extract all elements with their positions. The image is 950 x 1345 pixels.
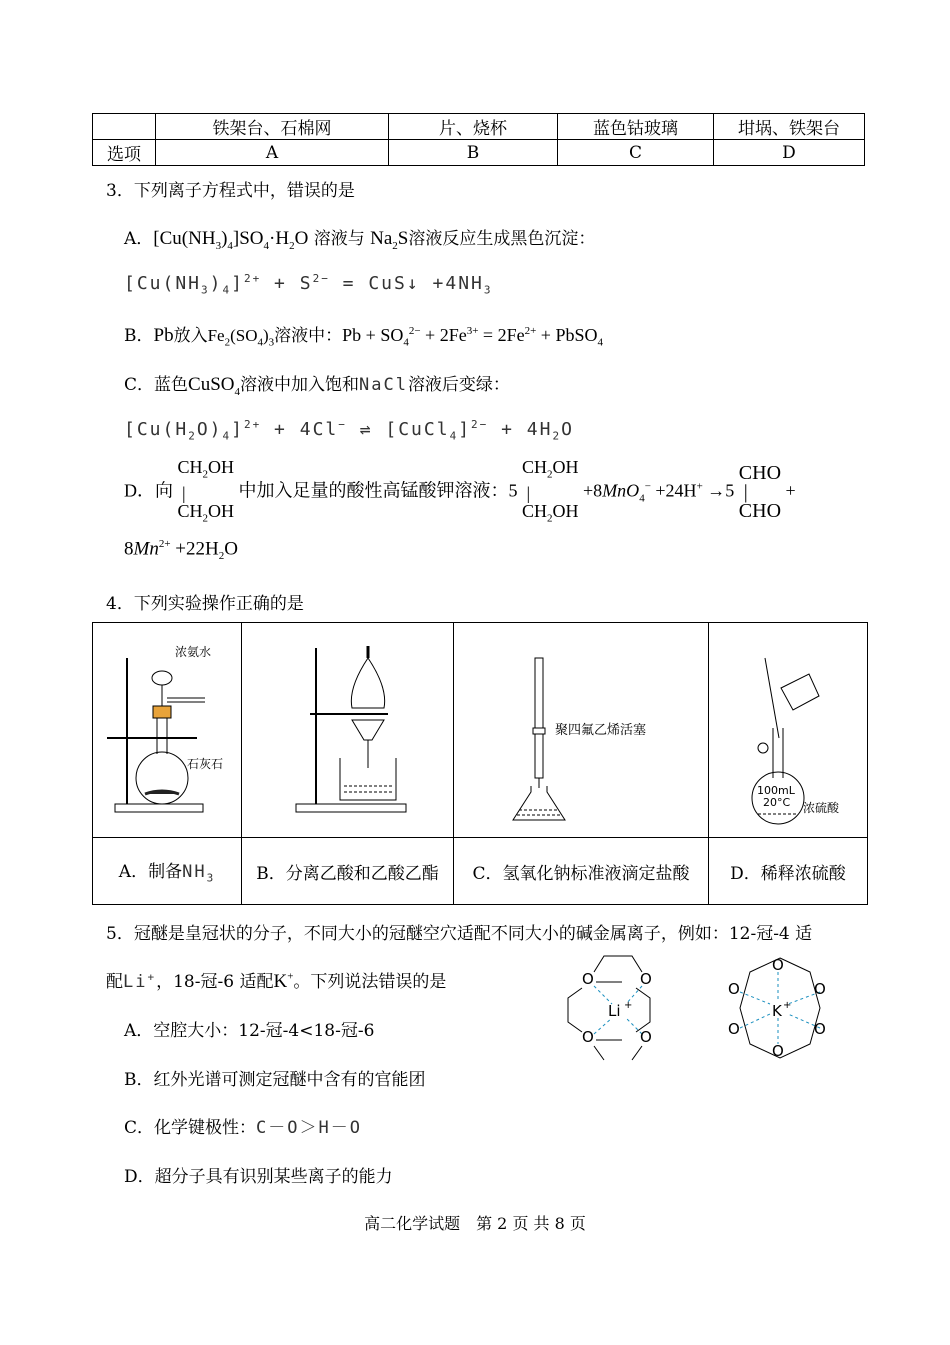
svg-text:O: O <box>772 956 784 974</box>
q3-option-b: B．Pb放入$Fe_2(SO_4)_3$溶液中：$Pb + SO_4^{2-} + 2Fe^{3+} = 2Fe^{2+}$ + PbSO$_4$ <box>124 325 603 349</box>
svg-text:O: O <box>728 1020 740 1038</box>
separatory-funnel-figure <box>248 628 448 828</box>
options-table <box>92 113 865 166</box>
label-limestone: 石灰石 <box>187 756 224 771</box>
q3-stem: 3．下列离子方程式中，错误的是 <box>106 181 355 201</box>
crown-12-4 <box>568 956 652 1060</box>
figure-c-cell <box>454 623 709 838</box>
caption-c: C．氢氧化钠标准液滴定盐酸 <box>454 838 709 905</box>
svg-text:+: + <box>624 1000 633 1011</box>
option-prefix: B． <box>124 326 154 346</box>
q3-equation-a: $[Cu(NH_3)_4]^{2+} + S^{2-}$ = CuS↓ $+4NH_3$ <box>124 272 493 297</box>
table-cell <box>93 114 156 140</box>
figure-d-cell <box>709 623 868 838</box>
label-ptfe-stopcock: 聚四氟乙烯活塞 <box>555 722 647 738</box>
figure-b-cell <box>242 623 454 838</box>
label-conc-sulfuric: 浓硫酸 <box>803 800 840 815</box>
q5-stem-line1: 5．冠醚是皇冠状的分子，不同大小的冠醚空穴适配不同大小的碱金属离子，例如：12-冠-4 适 <box>106 924 813 944</box>
option-prefix: D．向 <box>124 480 173 501</box>
table-cell: C <box>558 140 714 166</box>
potassium-ion: K <box>772 1002 782 1020</box>
table-cell: 铁架台、石棉网 <box>156 114 389 140</box>
svg-text:O: O <box>814 1020 826 1038</box>
experiment-table <box>92 622 868 905</box>
option-text: 溶液反应生成黑色沉淀： <box>408 229 596 249</box>
caption-a: A．制备$NH_3$ <box>93 838 242 905</box>
option-text: 蓝色 <box>154 375 189 395</box>
titration-figure <box>461 628 701 828</box>
label-volume: 100mL <box>757 783 795 797</box>
table-cell: D <box>714 140 865 166</box>
page-footer: 高二化学试题 第 2 页 共 8 页 <box>364 1214 586 1233</box>
table-cell: 片、烧杯 <box>389 114 558 140</box>
svg-text:+: + <box>783 1000 792 1011</box>
glyoxal: CHO | CHO <box>738 462 782 523</box>
q3-option-c: C．蓝色CuSO$_4$溶液中加入饱和NaCl溶液后变绿： <box>124 374 510 398</box>
q3-option-a: A．$[Cu(NH_3)_4]SO_4\cdot H_2O$ 溶液与 $Na_2S$溶液反应生成黑色沉淀： <box>124 228 596 252</box>
q5-option-b: B．红外光谱可测定冠醚中含有的官能团 <box>124 1070 426 1090</box>
svg-text:O: O <box>640 1028 652 1046</box>
table-cell: 选项 <box>93 140 156 166</box>
option-prefix: A． <box>124 229 154 249</box>
ethylene-glycol: $CH_2OH$ | $CH_2OH$ <box>177 457 235 525</box>
caption-b: B．分离乙酸和乙酸乙酯 <box>242 838 454 905</box>
option-text: 溶液与 <box>313 229 365 249</box>
table-cell: 蓝色钴玻璃 <box>558 114 714 140</box>
option-text: 溶液中加入饱和 <box>239 375 359 395</box>
option-text: 放入 <box>173 326 208 346</box>
q5-option-a: A．空腔大小：12-冠-4<18-冠-6 <box>124 1021 375 1041</box>
table-cell: 坩埚、铁架台 <box>714 114 865 140</box>
crown-18-6 <box>728 956 826 1060</box>
svg-text:O: O <box>728 980 740 998</box>
table-cell: A <box>156 140 389 166</box>
option-prefix: C． <box>124 375 155 395</box>
dilution-figure <box>713 628 863 828</box>
q3-option-d: D．向 $CH_2OH$ | $CH_2OH$ 中加入足量的酸性高锰酸钾溶液：5 $CH_2OH$ | $CH_2OH +8MnO_4^- +24H^+ \to 5$ CHO | CHO + <box>124 458 796 527</box>
q3-equation-d-cont: $8Mn^{2+} +22H_2O$ <box>124 538 238 563</box>
q5-option-c: C．化学键极性：C－O＞H－O <box>124 1118 362 1138</box>
svg-text:O: O <box>814 980 826 998</box>
q5-stem-line2: 配Li+，18-冠-6 适配K+。下列说法错误的是 <box>106 970 447 992</box>
option-text: 溶液后变绿： <box>407 375 510 395</box>
table-cell: B <box>389 140 558 166</box>
ethylene-glycol: $CH_2OH$ | $CH_2OH$ <box>522 457 579 525</box>
figure-a-cell <box>93 623 242 838</box>
crown-ether-figure <box>560 952 860 1062</box>
svg-text:O: O <box>582 970 594 988</box>
svg-text:O: O <box>640 970 652 988</box>
q5-option-d: D．超分子具有识别某些离子的能力 <box>124 1167 393 1187</box>
caption-d: D．稀释浓硫酸 <box>709 838 868 905</box>
option-text: 溶液中： <box>274 326 343 346</box>
ammonia-apparatus-figure <box>97 628 237 828</box>
label-ammonia: 浓氨水 <box>175 644 212 659</box>
option-text: 中加入足量的酸性高锰酸钾溶液： <box>238 480 509 501</box>
q3-equation-c: $[Cu(H_2O)_4]^{2+} + 4Cl^-$ ⇌ [CuCl$_4$]$^{2-}$ + $4H_2O$ <box>124 418 574 443</box>
label-temperature: 20°C <box>763 795 791 809</box>
q4-stem: 4．下列实验操作正确的是 <box>106 594 304 614</box>
svg-text:O: O <box>582 1028 594 1046</box>
lithium-ion: Li <box>608 1002 621 1020</box>
svg-text:O: O <box>772 1042 784 1060</box>
